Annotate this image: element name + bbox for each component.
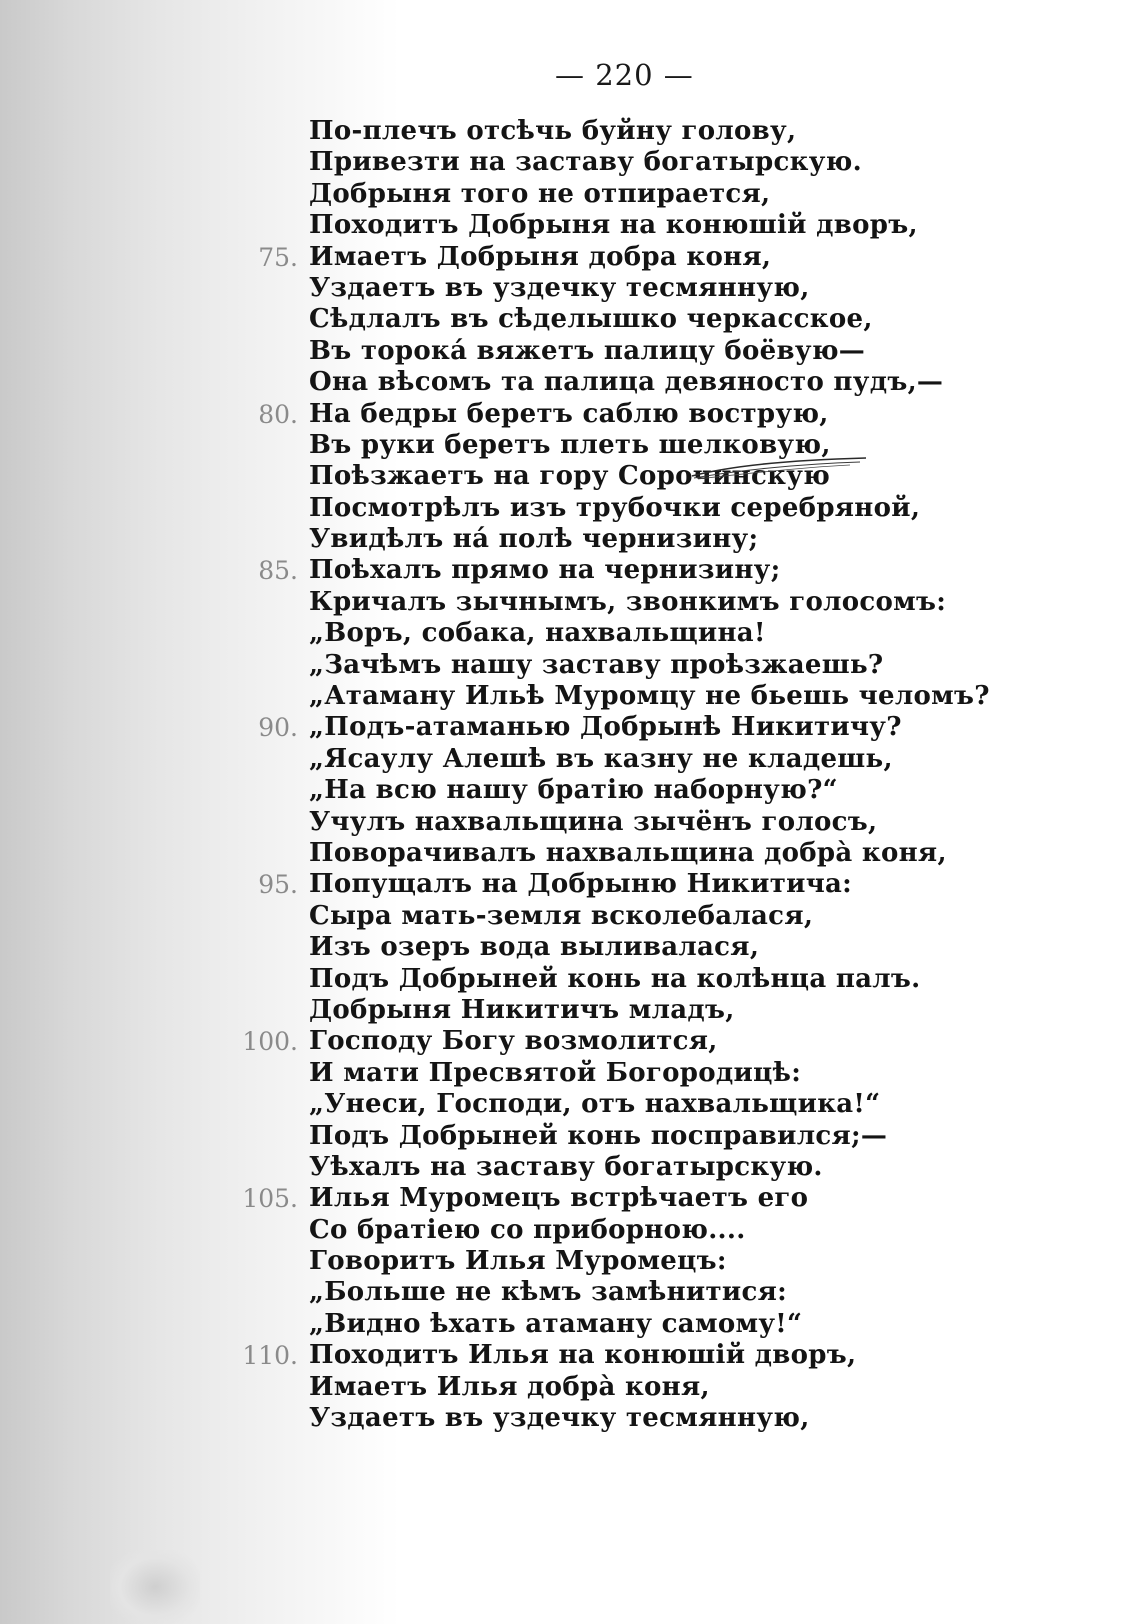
line-number: 75. [258, 242, 298, 272]
line-text: „Подъ-атаманью Добрынѣ Никитичу? [309, 712, 902, 743]
line-number: 90. [258, 713, 298, 743]
line-text: „Зачѣмъ нашу заставу проѣзжаешь? [309, 649, 884, 680]
line-number: 80. [258, 399, 298, 429]
line-text: Сѣдлалъ въ сѣделышко черкасское, [309, 304, 873, 335]
verse-line [230, 273, 1110, 304]
line-text: Уздаетъ въ уздечку тесмянную, [309, 1403, 810, 1434]
line-text: Добрыня Никитичъ младъ, [309, 994, 735, 1025]
verse-line [230, 367, 1110, 398]
line-number: 100. [242, 1027, 298, 1057]
line-text: На бедры беретъ саблю вострую, [309, 398, 829, 429]
line-text: Поѣзжаетъ на гору Сорочинскую [309, 461, 831, 492]
line-text: Въ руки беретъ плеть шелковую, [309, 429, 831, 460]
verse-line [230, 555, 1110, 586]
verse-line [230, 399, 1110, 430]
verse-line [230, 932, 1110, 963]
verse-line [230, 1372, 1110, 1403]
pen-mark [690, 452, 870, 482]
line-text: Поѣхалъ прямо на чернизину; [309, 555, 781, 586]
verse-line [230, 524, 1110, 555]
line-text: Походитъ Добрыня на конюшій дворъ, [309, 210, 918, 241]
verse-line [230, 712, 1110, 743]
verse-text [230, 116, 1110, 1434]
line-number: 95. [258, 870, 298, 900]
line-text: Она вѣсомъ та палица девяносто пудъ,— [309, 367, 944, 398]
verse-line [230, 1121, 1110, 1152]
verse-line [230, 1183, 1110, 1214]
verse-line [230, 336, 1110, 367]
verse-line [230, 1215, 1110, 1246]
line-text: Поворачивалъ нахвальщина добра̀ коня, [309, 837, 947, 868]
line-number: 105. [242, 1184, 298, 1214]
verse-line [230, 179, 1110, 210]
line-text: „На всю нашу братію наборную?“ [309, 775, 838, 806]
line-text: Привезти на заставу богатырскую. [309, 147, 862, 178]
verse-line [230, 650, 1110, 681]
line-text: Со братіею со приборною.... [309, 1214, 746, 1245]
verse-line [230, 147, 1110, 178]
line-number: 85. [258, 556, 298, 586]
verse-line [230, 1403, 1110, 1434]
verse-line [230, 1152, 1110, 1183]
line-text: Увидѣлъ на́ полѣ чернизину; [309, 524, 759, 555]
verse-line [230, 1277, 1110, 1308]
line-text: Изъ озеръ вода выливалася, [309, 932, 760, 963]
line-text: Илья Муромецъ встрѣчаетъ его [309, 1183, 809, 1214]
line-text: Учулъ нахвальщина зычёнъ голосъ, [309, 806, 878, 837]
line-text: Подъ Добрыней конь на колѣнца палъ. [309, 963, 921, 994]
verse-line [230, 116, 1110, 147]
verse-line [230, 838, 1110, 869]
line-text: „Видно ѣхать атаману самому!“ [309, 1308, 803, 1339]
verse-line [230, 1089, 1110, 1120]
verse-line [230, 807, 1110, 838]
line-text: „Атаману Ильѣ Муромцу не бьешь челомъ? [309, 681, 990, 712]
verse-line [230, 681, 1110, 712]
verse-line [230, 304, 1110, 335]
verse-line [230, 493, 1110, 524]
line-text: По-плечъ отсѣчь буйну голову, [309, 116, 797, 146]
verse-line [230, 461, 1110, 492]
page-number: — 220 — [555, 58, 694, 92]
line-text: Добрыня того не отпирается, [309, 178, 771, 209]
line-text: Господу Богу возмолится, [309, 1026, 718, 1057]
line-text: „Унеси, Господи, отъ нахвальщика!“ [309, 1089, 881, 1120]
verse-line [230, 744, 1110, 775]
verse-line [230, 869, 1110, 900]
line-text: Сыра мать-земля всколебалася, [309, 900, 814, 931]
verse-line [230, 430, 1110, 461]
scan-smudge [110, 1550, 200, 1624]
verse-line [230, 775, 1110, 806]
verse-line [230, 618, 1110, 649]
line-text: „Воръ, собака, нахвальщина! [309, 618, 766, 649]
line-text: И мати Пресвятой Богородицѣ: [309, 1057, 802, 1088]
line-text: Говоритъ Илья Муромецъ: [309, 1246, 727, 1277]
line-text: Имаетъ Илья добра̀ коня, [309, 1371, 710, 1402]
verse-line [230, 1026, 1110, 1057]
verse-line [230, 242, 1110, 273]
line-text: Посмотрѣлъ изъ трубочки серебряной, [309, 492, 921, 523]
verse-line [230, 995, 1110, 1026]
line-text: Уздаетъ въ уздечку тесмянную, [309, 272, 810, 303]
verse-line [230, 964, 1110, 995]
verse-line [230, 1309, 1110, 1340]
verse-line [230, 587, 1110, 618]
line-text: Походитъ Илья на конюшій дворъ, [309, 1340, 857, 1371]
line-text: „Больше не кѣмъ замѣнитися: [309, 1277, 788, 1308]
line-text: Кричалъ зычнымъ, звонкимъ голосомъ: [309, 586, 947, 617]
line-text: Подъ Добрыней конь посправился;— [309, 1120, 888, 1151]
line-text: „Ясаулу Алешѣ въ казну не кладешь, [309, 743, 893, 774]
verse-line [230, 901, 1110, 932]
line-text: Въ торока́ вяжетъ палицу боёвую— [309, 335, 866, 366]
verse-line [230, 1340, 1110, 1371]
line-text: Уѣхалъ на заставу богатырскую. [309, 1151, 823, 1182]
line-text: Попущалъ на Добрыню Никитича: [309, 869, 853, 900]
verse-line [230, 210, 1110, 241]
verse-line [230, 1058, 1110, 1089]
verse-line [230, 1246, 1110, 1277]
line-text: Имаетъ Добрыня добра коня, [309, 241, 772, 272]
line-number: 110. [242, 1341, 298, 1371]
